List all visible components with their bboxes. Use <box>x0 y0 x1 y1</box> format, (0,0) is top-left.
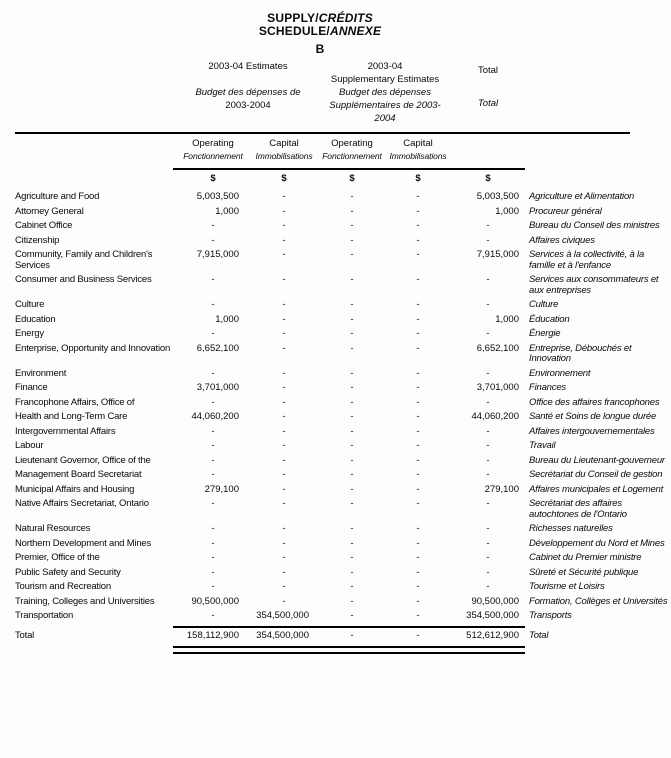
estimates-capital-value: - <box>282 454 286 466</box>
estimates-operating-value: - <box>211 440 215 451</box>
total-value: - <box>486 299 490 310</box>
supplementary-capital-value: - <box>416 440 420 451</box>
supplementary-operating-value: - <box>350 367 354 379</box>
total-value: - <box>486 581 490 592</box>
capital-column-header-1 <box>249 138 319 162</box>
ministry-name-en: Environment <box>15 367 67 379</box>
estimates-operating-value: - <box>211 469 215 480</box>
estimates-capital-value: - <box>282 440 286 451</box>
supplementary-capital-value: - <box>416 191 420 202</box>
estimates-capital-value: - <box>282 581 286 592</box>
supplementary-capital-value: - <box>416 382 420 393</box>
total-value: - <box>486 469 490 480</box>
supplementary-capital-value: - <box>416 220 420 231</box>
ministry-name-fr: Bureau du Conseil des ministres <box>529 220 660 231</box>
supplementary-group-label-fr-2: Supplémentaires de 2003-2004 <box>329 100 441 124</box>
estimates-group-label-fr: Budget des dépenses de <box>195 87 301 98</box>
supplementary-capital-value: - <box>416 523 420 534</box>
ministry-name-en: Attorney General <box>15 205 84 217</box>
estimates-group-header <box>177 60 319 125</box>
supplementary-capital-value: - <box>416 425 420 437</box>
total-value: - <box>486 440 490 451</box>
ministry-name-en: Francophone Affairs, Office of <box>15 396 135 408</box>
ministry-name-en: Public Safety and Security <box>15 566 121 578</box>
table-row <box>15 342 670 367</box>
supplementary-capital-value: - <box>416 249 420 260</box>
supplementary-capital-value: - <box>416 411 420 422</box>
estimates-capital-value: - <box>282 249 286 260</box>
dollar-sign: $ <box>485 173 491 184</box>
estimates-capital-value: - <box>282 566 286 578</box>
total-row <box>15 628 670 645</box>
ministry-name-en: Transportation <box>15 610 74 621</box>
estimates-capital-value: - <box>282 595 286 607</box>
ministry-name-fr: Services aux consommateurs et aux entreprises <box>529 274 659 296</box>
table-row <box>15 313 670 328</box>
ministry-name-fr: Office des affaires francophones <box>529 396 660 408</box>
currency-row <box>15 173 670 187</box>
total-value: 7,915,000 <box>476 249 519 260</box>
total-value: - <box>486 220 490 231</box>
schedule-title <box>15 25 625 38</box>
ministry-name-en: Municipal Affairs and Housing <box>15 483 135 495</box>
operating-column-header-1 <box>177 138 249 162</box>
ministry-name-en: Cabinet Office <box>15 220 73 231</box>
ministry-name-fr: Richesses naturelles <box>529 523 613 534</box>
ministry-name-fr: Affaires civiques <box>529 234 595 246</box>
operating-label-fr-1: Fonctionnement <box>183 151 243 161</box>
table-row <box>15 234 670 249</box>
estimates-capital-value: - <box>282 274 286 285</box>
table-row <box>15 219 670 234</box>
total-estimates-operating: 158,112,900 <box>186 629 239 641</box>
estimates-operating-value: - <box>211 523 215 534</box>
estimates-operating-value: - <box>211 299 215 310</box>
supplementary-operating-value: - <box>350 552 354 563</box>
supplementary-operating-value: - <box>350 313 354 325</box>
estimates-operating-value: 6,652,100 <box>196 342 239 354</box>
schedule-title-fr: ANNEXE <box>329 24 382 38</box>
supplementary-capital-value: - <box>416 498 420 509</box>
ministry-name-en: Native Affairs Secretariat, Ontario <box>15 498 149 509</box>
supplementary-group-header <box>319 60 451 125</box>
operating-label-en-1: Operating <box>192 138 234 149</box>
estimates-capital-value: - <box>282 205 286 217</box>
estimates-operating-value: - <box>211 498 215 509</box>
capital-column-header-2 <box>385 138 451 162</box>
estimates-capital-value: - <box>282 367 286 379</box>
ministry-name-fr: Transports <box>529 610 572 621</box>
estimates-capital-value: - <box>282 498 286 509</box>
estimates-group-label-en: 2003-04 Estimates <box>208 61 288 72</box>
supplementary-operating-value: - <box>350 299 354 310</box>
table-row <box>15 298 670 313</box>
supplementary-capital-value: - <box>416 367 420 379</box>
estimates-capital-value: - <box>282 537 286 549</box>
header-rule <box>15 132 630 134</box>
capital-label-en-1: Capital <box>269 138 299 149</box>
estimates-capital-value: - <box>282 328 286 339</box>
supplementary-operating-value: - <box>350 523 354 534</box>
total-supplementary-operating: - <box>350 629 354 641</box>
table-row <box>15 439 670 454</box>
estimates-operating-value: - <box>211 367 215 379</box>
estimates-capital-value: - <box>282 483 286 495</box>
estimates-operating-value: - <box>211 537 215 549</box>
total-value: - <box>486 234 490 246</box>
ministry-name-en: Culture <box>15 299 45 310</box>
total-value: - <box>486 328 490 339</box>
supplementary-operating-value: - <box>350 274 354 285</box>
dollar-sign: $ <box>281 173 287 184</box>
supplementary-operating-value: - <box>350 537 354 549</box>
supplementary-operating-value: - <box>350 566 354 578</box>
estimates-operating-value: 1,000 <box>215 205 239 217</box>
total-value: 6,652,100 <box>476 342 519 354</box>
table-row <box>15 327 670 342</box>
ministry-name-en: Enterprise, Opportunity and Innovation <box>15 342 171 354</box>
ministry-name-en: Consumer and Business Services <box>15 274 152 285</box>
supplementary-capital-value: - <box>416 234 420 246</box>
supplementary-capital-value: - <box>416 610 420 621</box>
table-row <box>15 566 670 581</box>
supplementary-capital-value: - <box>416 595 420 607</box>
supplementary-capital-value: - <box>416 566 420 578</box>
supplementary-operating-value: - <box>350 220 354 231</box>
ministry-name-en: Management Board Secretariat <box>15 469 142 480</box>
estimates-capital-value: - <box>282 469 286 480</box>
estimates-capital-value: - <box>282 382 286 393</box>
supplementary-capital-value: - <box>416 342 420 354</box>
estimates-operating-value: - <box>211 581 215 592</box>
total-value: - <box>486 537 490 549</box>
dollar-sign: $ <box>210 173 216 184</box>
supplementary-capital-value: - <box>416 537 420 549</box>
ministry-name-fr: Services à la collectivité, à la famille et à l'enfance <box>529 249 645 271</box>
ministry-name-fr: Développement du Nord et Mines <box>529 537 665 549</box>
total-section <box>15 626 671 655</box>
estimates-operating-value: 7,915,000 <box>196 249 239 260</box>
supply-title-fr: CRÉDITS <box>318 11 373 25</box>
table-row <box>15 381 670 396</box>
supplementary-operating-value: - <box>350 411 354 422</box>
ministry-name-fr: Tourisme et Loisirs <box>529 581 605 592</box>
total-bottom-double-rule <box>173 646 525 654</box>
supplementary-capital-value: - <box>416 454 420 466</box>
supplementary-operating-value: - <box>350 454 354 466</box>
ministry-name-en: Education <box>15 313 56 325</box>
supplementary-capital-value: - <box>416 469 420 480</box>
total-value: - <box>486 523 490 534</box>
total-value: - <box>486 454 490 466</box>
ministry-name-fr: Environnement <box>529 367 591 379</box>
supplementary-operating-value: - <box>350 382 354 393</box>
ministry-name-en: Health and Long-Term Care <box>15 411 128 422</box>
table-row <box>15 468 670 483</box>
estimates-operating-value: - <box>211 566 215 578</box>
estimates-capital-value: - <box>282 234 286 246</box>
ministry-name-en: Energy <box>15 328 44 339</box>
total-grand-total: 512,612,900 <box>466 629 519 641</box>
supply-title-en: SUPPLY/ <box>267 11 319 25</box>
supplementary-capital-value: - <box>416 205 420 217</box>
supplementary-operating-value: - <box>350 483 354 495</box>
supplementary-capital-value: - <box>416 274 420 285</box>
ministry-name-en: Community, Family and Children's Services <box>15 249 153 271</box>
estimates-capital-value: - <box>282 313 286 325</box>
total-supplementary-capital: - <box>416 629 420 641</box>
estimates-operating-value: 5,003,500 <box>196 191 239 202</box>
supplementary-group-label-fr-1: Budget des dépenses <box>339 87 431 98</box>
estimates-operating-value: 279,100 <box>204 483 239 495</box>
page-title <box>15 12 625 56</box>
table-row <box>15 551 670 566</box>
estimates-capital-value: - <box>282 396 286 408</box>
estimates-capital-value: - <box>282 552 286 563</box>
estimates-operating-value: - <box>211 454 215 466</box>
supplementary-operating-value: - <box>350 396 354 408</box>
total-value: - <box>486 367 490 379</box>
ministry-name-fr: Affaires intergouvernementales <box>529 425 655 437</box>
subheader-rule <box>173 168 525 170</box>
ministry-name-fr: Bureau du Lieutenant-gouverneur <box>529 454 665 466</box>
estimates-capital-value: - <box>282 411 286 422</box>
supplementary-operating-value: - <box>350 342 354 354</box>
ministry-name-en: Labour <box>15 440 44 451</box>
supplementary-capital-value: - <box>416 328 420 339</box>
supplementary-capital-value: - <box>416 552 420 563</box>
estimates-operating-value: - <box>211 274 215 285</box>
ministry-name-en: Citizenship <box>15 234 60 246</box>
estimates-capital-value: - <box>282 220 286 231</box>
total-group-header <box>451 60 525 125</box>
schedule-letter: B <box>315 42 325 56</box>
ministry-name-en: Tourism and Recreation <box>15 581 111 592</box>
total-group-label-fr: Total <box>477 98 499 109</box>
ministry-name-fr: Secrétariat du Conseil de gestion <box>529 469 663 480</box>
ministry-name-en: Finance <box>15 382 48 393</box>
ministry-name-fr: Formation, Collèges et Universités <box>529 595 668 607</box>
supplementary-capital-value: - <box>416 483 420 495</box>
operating-label-en-2: Operating <box>331 138 373 149</box>
dollar-sign: $ <box>349 173 355 184</box>
supplementary-operating-value: - <box>350 440 354 451</box>
estimates-operating-value: - <box>211 610 215 621</box>
supplementary-capital-value: - <box>416 313 420 325</box>
total-value: - <box>486 396 490 408</box>
ministry-name-fr: Affaires municipales et Logement <box>529 483 664 495</box>
capital-label-fr-1: Immobilisations <box>255 151 313 161</box>
table-row <box>15 497 670 522</box>
estimates-operating-value: 44,060,200 <box>191 411 239 422</box>
ministry-name-fr: Éducation <box>529 313 570 325</box>
supplementary-operating-value: - <box>350 205 354 217</box>
table-row <box>15 522 670 537</box>
ministry-name-en: Training, Colleges and Universities <box>15 595 155 607</box>
column-group-headers <box>15 60 670 125</box>
total-value: 1,000 <box>495 313 519 325</box>
total-group-label-en: Total <box>477 65 499 76</box>
estimates-operating-value: 1,000 <box>215 313 239 325</box>
total-value: 3,701,000 <box>476 382 519 393</box>
supplementary-group-label-en-1: 2003-04 <box>367 61 403 72</box>
supplementary-capital-value: - <box>416 396 420 408</box>
table-row <box>15 367 670 382</box>
table-body <box>15 190 671 624</box>
total-value: - <box>486 498 490 509</box>
dollar-sign: $ <box>415 173 421 184</box>
supplementary-capital-value: - <box>416 299 420 310</box>
estimates-operating-value: 3,701,000 <box>196 382 239 393</box>
ministry-name-fr: Entreprise, Débouchés et Innovation <box>529 342 632 364</box>
table-row <box>15 396 670 411</box>
ministry-name-fr: Procureur général <box>529 205 602 217</box>
total-value: 5,003,500 <box>476 191 519 202</box>
column-headers <box>15 138 670 162</box>
supplementary-operating-value: - <box>350 469 354 480</box>
estimates-operating-value: 90,500,000 <box>191 595 239 607</box>
supplementary-operating-value: - <box>350 249 354 260</box>
total-value: 1,000 <box>495 205 519 217</box>
supplementary-operating-value: - <box>350 498 354 509</box>
table-row <box>15 410 670 425</box>
total-value: 90,500,000 <box>471 595 519 607</box>
ministry-name-en: Agriculture and Food <box>15 191 100 202</box>
supplementary-group-label-en-2: Supplementary Estimates <box>330 74 440 85</box>
operating-label-fr-2: Fonctionnement <box>322 151 382 161</box>
estimates-operating-value: - <box>211 234 215 246</box>
ministry-name-fr: Sûreté et Sécurité publique <box>529 566 639 578</box>
ministry-name-fr: Agriculture et Alimentation <box>529 191 635 202</box>
total-value: - <box>486 425 490 437</box>
supplementary-operating-value: - <box>350 581 354 592</box>
estimates-capital-value: - <box>282 191 286 202</box>
estimates-operating-value: - <box>211 328 215 339</box>
estimates-operating-value: - <box>211 552 215 563</box>
table-row <box>15 609 670 624</box>
total-value: - <box>486 552 490 563</box>
capital-label-fr-2: Immobilisations <box>389 151 447 161</box>
estimates-capital-value: - <box>282 299 286 310</box>
table-row <box>15 273 670 298</box>
estimates-capital-value: 354,500,000 <box>256 610 309 621</box>
ministry-name-en: Premier, Office of the <box>15 552 100 563</box>
supplementary-operating-value: - <box>350 234 354 246</box>
ministry-name-en: Intergovernmental Affairs <box>15 425 116 437</box>
supplementary-capital-value: - <box>416 581 420 592</box>
ministry-name-en: Natural Resources <box>15 523 91 534</box>
table-row <box>15 248 670 273</box>
ministry-name-en: Lieutenant Governor, Office of the <box>15 454 151 466</box>
ministry-name-fr: Finances <box>529 382 566 393</box>
ministry-name-fr: Culture <box>529 299 559 310</box>
total-value: - <box>486 566 490 578</box>
ministry-name-fr: Énergie <box>529 328 561 339</box>
table-row <box>15 595 670 610</box>
estimates-capital-value: - <box>282 425 286 437</box>
estimates-group-years: 2003-2004 <box>225 100 271 111</box>
estimates-operating-value: - <box>211 425 215 437</box>
estimates-capital-value: - <box>282 342 286 354</box>
total-label-en: Total <box>15 629 35 641</box>
total-value: - <box>486 274 490 285</box>
ministry-name-fr: Secrétariat des affaires autochtones de l'Ontario <box>529 498 627 520</box>
total-value: 354,500,000 <box>466 610 519 621</box>
table-row <box>15 454 670 469</box>
table-row <box>15 580 670 595</box>
ministry-name-fr: Cabinet du Premier ministre <box>529 552 642 563</box>
ministry-name-en: Northern Development and Mines <box>15 537 152 549</box>
total-value: 279,100 <box>484 483 519 495</box>
supplementary-operating-value: - <box>350 328 354 339</box>
ministry-name-fr: Santé et Soins de longue durée <box>529 411 657 422</box>
table-row <box>15 205 670 220</box>
ministry-name-fr: Travail <box>529 440 556 451</box>
supplementary-operating-value: - <box>350 610 354 621</box>
table-row <box>15 537 670 552</box>
total-label-fr: Total <box>529 629 549 641</box>
table-row <box>15 483 670 498</box>
supplementary-operating-value: - <box>350 425 354 437</box>
estimates-operating-value: - <box>211 396 215 408</box>
supplementary-operating-value: - <box>350 191 354 202</box>
operating-column-header-2 <box>319 138 385 162</box>
estimates-capital-value: - <box>282 523 286 534</box>
supplementary-operating-value: - <box>350 595 354 607</box>
estimates-operating-value: - <box>211 220 215 231</box>
table-row <box>15 425 670 440</box>
schedule-title-en: SCHEDULE/ <box>258 24 330 38</box>
total-value: 44,060,200 <box>471 411 519 422</box>
capital-label-en-2: Capital <box>403 138 433 149</box>
table-row <box>15 190 670 205</box>
total-estimates-capital: 354,500,000 <box>256 629 309 641</box>
